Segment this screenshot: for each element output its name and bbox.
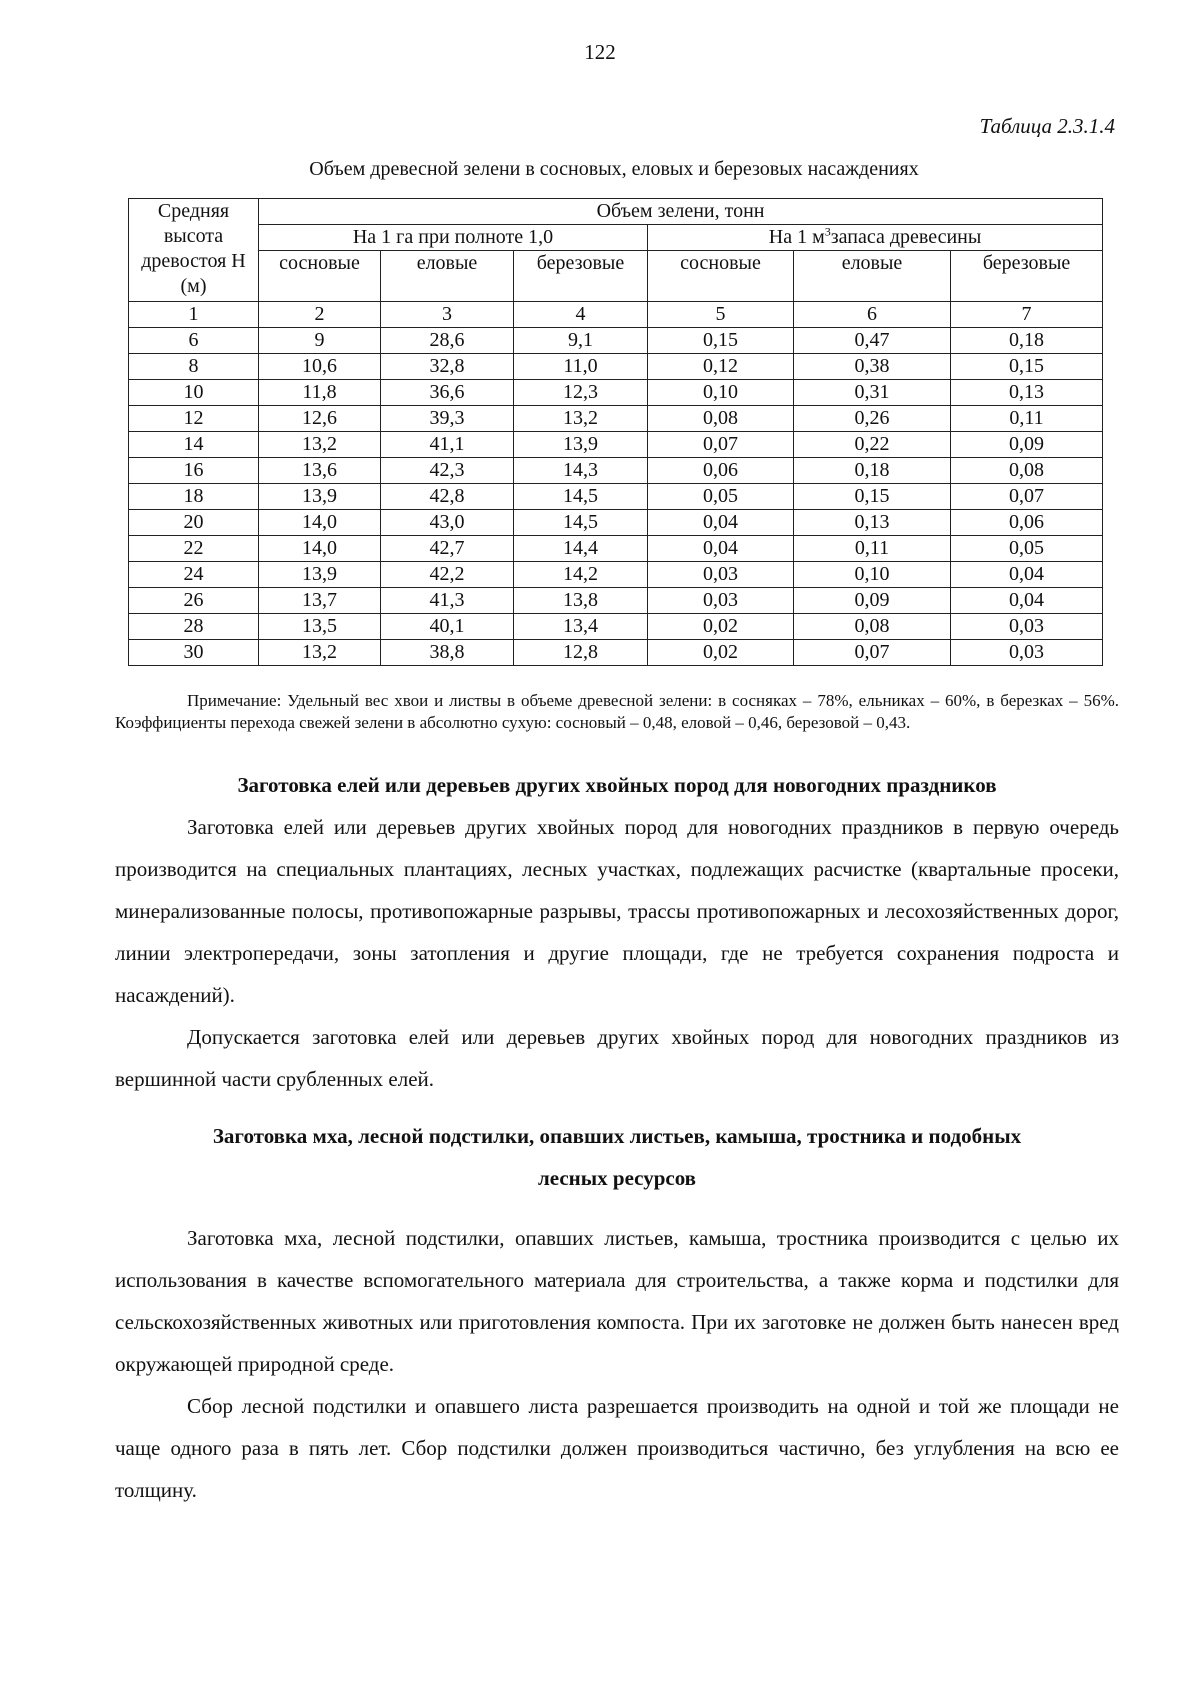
table-row <box>129 432 1103 458</box>
column-number-cell: 4 <box>514 302 648 328</box>
table-cell: 13,9 <box>259 484 381 510</box>
table-cell: 9,1 <box>514 328 648 354</box>
table-cell: 13,2 <box>514 406 648 432</box>
table-cell: 40,1 <box>381 614 514 640</box>
table-cell: 0,09 <box>794 588 951 614</box>
table-row <box>129 510 1103 536</box>
table-cell: 0,07 <box>648 432 794 458</box>
table-cell: 0,08 <box>794 614 951 640</box>
table-cell: 42,7 <box>381 536 514 562</box>
header-per-m3 <box>648 225 1103 251</box>
table-row <box>129 458 1103 484</box>
table-cell: 0,18 <box>794 458 951 484</box>
table-cell: 28 <box>129 614 259 640</box>
table-cell: 14,5 <box>514 484 648 510</box>
section2-paragraph-2: Сбор лесной подстилки и опавшего листа разрешается производить на одной и той же площади не чаще одного раза в пять лет. Сбор подстилки должен производиться частично, без углубления на всю ее толщину. <box>115 1394 1119 1502</box>
table-cell: 41,1 <box>381 432 514 458</box>
table-cell: 0,06 <box>648 458 794 484</box>
table-cell: 36,6 <box>381 380 514 406</box>
table-cell: 13,6 <box>259 458 381 484</box>
section1-heading: Заготовка елей или деревьев других хвойных пород для новогодних праздников <box>237 773 997 797</box>
table-cell: 0,38 <box>794 354 951 380</box>
subheader-cell: сосновые <box>648 251 794 302</box>
table-cell: 39,3 <box>381 406 514 432</box>
table-cell: 0,04 <box>648 510 794 536</box>
table-caption: Объем древесной зелени в сосновых, еловых и березовых насаждениях <box>309 158 919 180</box>
section2-heading-line2: лесных ресурсов <box>537 1166 697 1190</box>
table-cell: 0,15 <box>951 354 1103 380</box>
table-cell: 18 <box>129 484 259 510</box>
table-cell: 0,04 <box>648 536 794 562</box>
table-row <box>129 562 1103 588</box>
table-cell: 14,5 <box>514 510 648 536</box>
table-cell: 0,06 <box>951 510 1103 536</box>
table-cell: 0,22 <box>794 432 951 458</box>
table-cell: 16 <box>129 458 259 484</box>
table-cell: 14,4 <box>514 536 648 562</box>
table-cell: 13,4 <box>514 614 648 640</box>
table-id: Таблица 2.3.1.4 <box>979 114 1115 138</box>
table-cell: 41,3 <box>381 588 514 614</box>
table-cell: 0,08 <box>648 406 794 432</box>
table-cell: 0,02 <box>648 614 794 640</box>
table-cell: 30 <box>129 640 259 666</box>
table-cell: 0,03 <box>951 640 1103 666</box>
header-per-hectare: На 1 га при полноте 1,0 <box>259 225 648 251</box>
table-note: Примечание: Удельный вес хвои и листвы в объеме древесной зелени: в сосняках – 78%, ельниках – 60%, в березках – 56%. Коэффициенты перехода свежей зелени в абсолютно сухую: сосновый – 0,48, еловой – 0,46, березовой – 0,43. <box>115 691 1119 732</box>
table-cell: 43,0 <box>381 510 514 536</box>
table-cell: 0,13 <box>794 510 951 536</box>
subheader-cell: березовые <box>514 251 648 302</box>
table-cell: 0,13 <box>951 380 1103 406</box>
table-cell: 12,3 <box>514 380 648 406</box>
page-number: 122 <box>584 40 616 64</box>
table-cell: 13,7 <box>259 588 381 614</box>
table-cell: 14,2 <box>514 562 648 588</box>
table-cell: 0,02 <box>648 640 794 666</box>
header-per-m3-prefix: На 1 м <box>768 226 825 248</box>
subheader-cell: еловые <box>794 251 951 302</box>
table-cell: 10,6 <box>259 354 381 380</box>
table-cell: 0,47 <box>794 328 951 354</box>
table-cell: 13,9 <box>514 432 648 458</box>
table-cell: 0,04 <box>951 588 1103 614</box>
table-cell: 0,15 <box>648 328 794 354</box>
table-cell: 0,03 <box>951 614 1103 640</box>
table-cell: 12,8 <box>514 640 648 666</box>
table-cell: 0,07 <box>951 484 1103 510</box>
table-cell: 0,07 <box>794 640 951 666</box>
table-cell: 0,10 <box>794 562 951 588</box>
table-cell: 0,18 <box>951 328 1103 354</box>
table-cell: 13,8 <box>514 588 648 614</box>
table-cell: 14 <box>129 432 259 458</box>
section2-heading-line1: Заготовка мха, лесной подстилки, опавших листьев, камыша, тростника и подобных <box>212 1124 1022 1148</box>
table-row <box>129 536 1103 562</box>
table-cell: 22 <box>129 536 259 562</box>
table-row <box>129 354 1103 380</box>
table-cell: 14,0 <box>259 510 381 536</box>
table-cell: 0,05 <box>951 536 1103 562</box>
table-cell: 0,11 <box>794 536 951 562</box>
table-cell: 8 <box>129 354 259 380</box>
table-cell: 38,8 <box>381 640 514 666</box>
header-green-volume: Объем зелени, тонн <box>259 199 1103 225</box>
table-cell: 0,31 <box>794 380 951 406</box>
column-number-cell: 7 <box>951 302 1103 328</box>
table-cell: 28,6 <box>381 328 514 354</box>
table-cell: 20 <box>129 510 259 536</box>
table-cell: 14,0 <box>259 536 381 562</box>
header-per-m3-sup: 3 <box>824 224 831 239</box>
green-volume-table <box>128 198 1103 666</box>
table-cell: 0,15 <box>794 484 951 510</box>
table-cell: 11,8 <box>259 380 381 406</box>
header-mean-height: Средняя высота древостоя Н (м) <box>129 199 259 302</box>
table-cell: 0,11 <box>951 406 1103 432</box>
subheader-cell: еловые <box>381 251 514 302</box>
table-row <box>129 484 1103 510</box>
table-cell: 26 <box>129 588 259 614</box>
table-row <box>129 588 1103 614</box>
table-cell: 0,03 <box>648 562 794 588</box>
table-cell: 32,8 <box>381 354 514 380</box>
table-row <box>129 614 1103 640</box>
table-cell: 12,6 <box>259 406 381 432</box>
subheader-cell: сосновые <box>259 251 381 302</box>
table-row <box>129 380 1103 406</box>
column-number-cell: 3 <box>381 302 514 328</box>
column-number-cell: 1 <box>129 302 259 328</box>
column-number-cell: 2 <box>259 302 381 328</box>
table-cell: 42,2 <box>381 562 514 588</box>
table-cell: 0,12 <box>648 354 794 380</box>
table-cell: 11,0 <box>514 354 648 380</box>
table-cell: 9 <box>259 328 381 354</box>
table-cell: 0,08 <box>951 458 1103 484</box>
table-cell: 0,26 <box>794 406 951 432</box>
table-cell: 0,10 <box>648 380 794 406</box>
table-cell: 12 <box>129 406 259 432</box>
table-row <box>129 328 1103 354</box>
table-cell: 13,9 <box>259 562 381 588</box>
column-number-cell: 6 <box>794 302 951 328</box>
table-cell: 14,3 <box>514 458 648 484</box>
table-cell: 42,8 <box>381 484 514 510</box>
table-cell: 42,3 <box>381 458 514 484</box>
table-cell: 24 <box>129 562 259 588</box>
table-cell: 10 <box>129 380 259 406</box>
table-cell: 13,2 <box>259 640 381 666</box>
section1-paragraph-2: Допускается заготовка елей или деревьев других хвойных пород для новогодних праздников из вершинной части срубленных елей. <box>115 1025 1119 1091</box>
table-cell: 13,2 <box>259 432 381 458</box>
table-cell: 13,5 <box>259 614 381 640</box>
subheader-cell: березовые <box>951 251 1103 302</box>
section1-paragraph-1: Заготовка елей или деревьев других хвойных пород для новогодних праздников в первую очередь производится на специальных плантациях, лесных участках, подлежащих расчистке (квартальные просеки, минерализованные полосы, противопожарные разрывы, трассы противопожарных и лесохозяйственных дорог, линии электропередачи, зоны затопления и другие площади, где не требуется сохранения подроста и насаждений). <box>115 815 1119 1007</box>
header-per-m3-suffix: запаса древесины <box>830 226 982 248</box>
table-cell: 0,03 <box>648 588 794 614</box>
column-number-cell: 5 <box>648 302 794 328</box>
table-row <box>129 406 1103 432</box>
section2-paragraph-1: Заготовка мха, лесной подстилки, опавших листьев, камыша, тростника производится с целью их использования в качестве вспомогательного материала для строительства, а также корма и подстилки для сельскохозяйственных животных или приготовления компоста. При их заготовке не должен быть нанесен вред окружающей природной среде. <box>115 1226 1119 1376</box>
table-cell: 6 <box>129 328 259 354</box>
table-cell: 0,09 <box>951 432 1103 458</box>
table-row <box>129 640 1103 666</box>
table-cell: 0,04 <box>951 562 1103 588</box>
table-cell: 0,05 <box>648 484 794 510</box>
